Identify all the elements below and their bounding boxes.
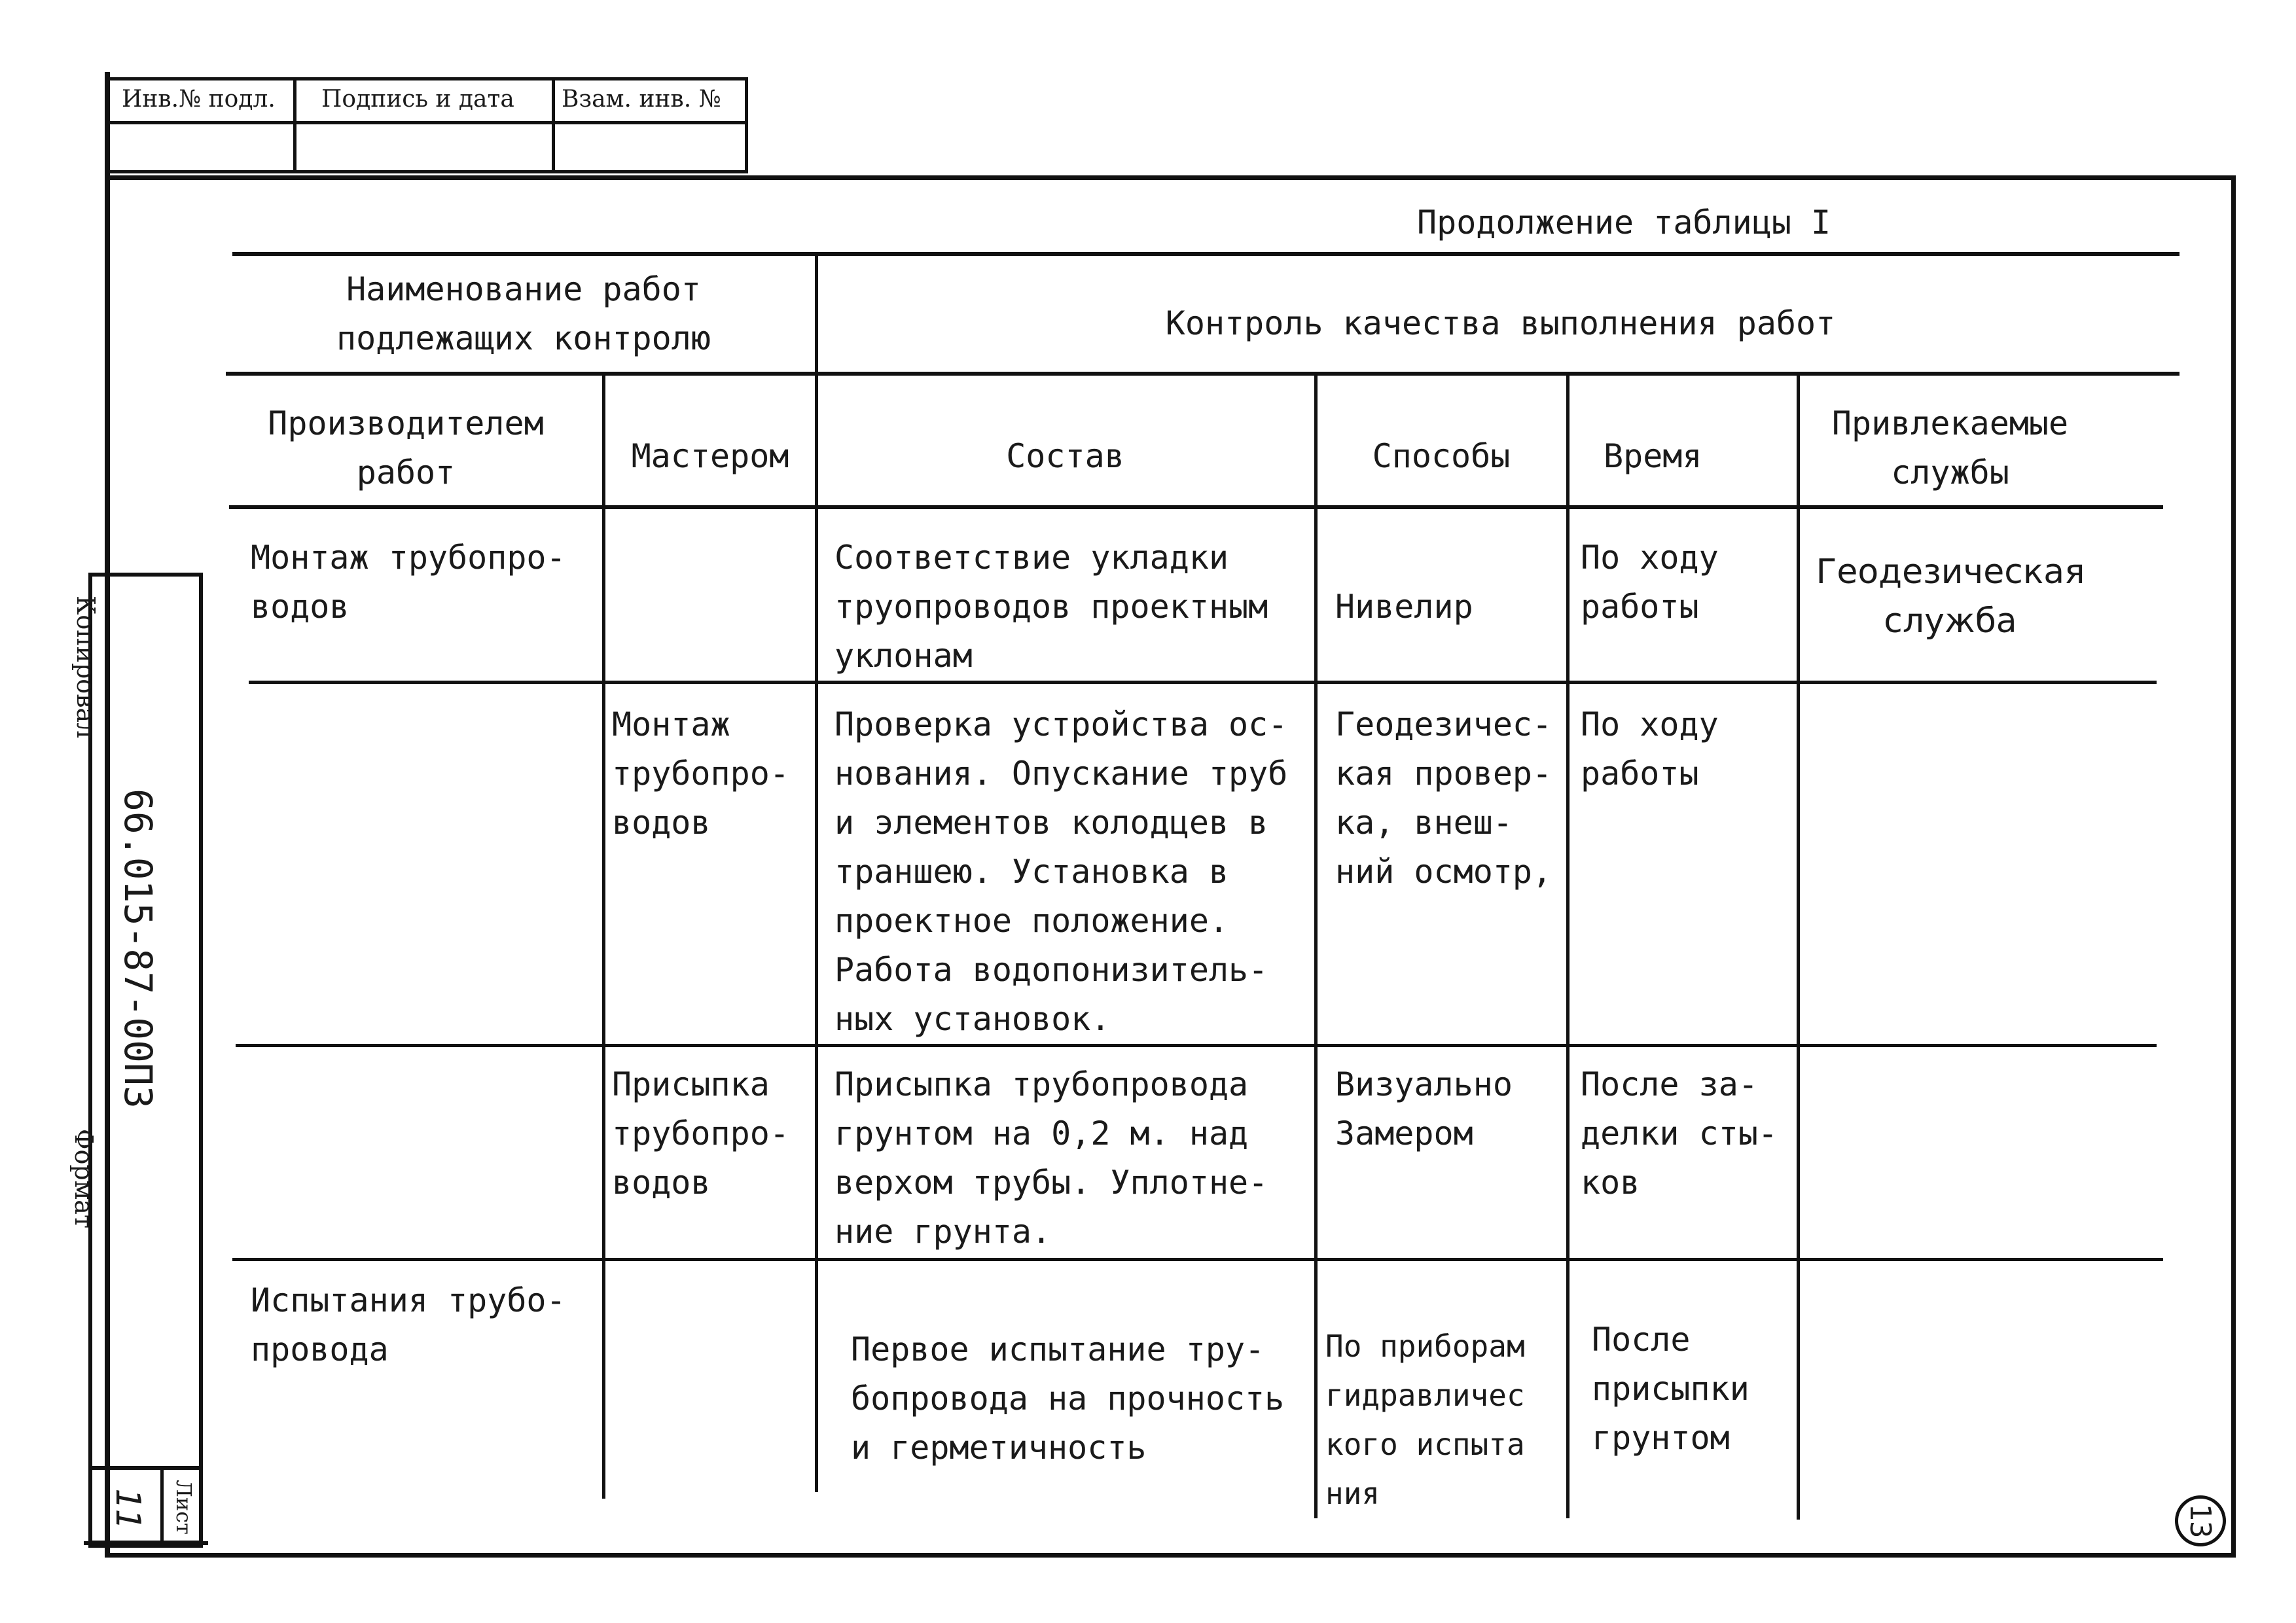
side-bottom-line: [84, 1541, 208, 1545]
column-header-master: Мастером: [631, 437, 789, 475]
row-1-composition: Соответствие укладки труопроводов проектным уклонам: [834, 539, 1268, 675]
row-4-time: После присыпки грунтом: [1592, 1321, 1749, 1457]
row-2-composition: Проверка устройства ос- нования. Опускание труб и элементов колодцев в траншею. Установка в проектное положение. Работа водопонизитель- ных установок.: [834, 705, 1288, 1038]
row-3-time: После за- делки сты- ков: [1581, 1065, 1778, 1202]
row-1-bottom-line: [249, 681, 2157, 684]
header-group-left: Наименование работ подлежащих контролю: [336, 270, 711, 357]
stamp-signature-date-value: [293, 121, 555, 173]
stamp-signature-date-label: Подпись и дата: [321, 86, 514, 113]
stamp-replace-inv-cell: [552, 77, 748, 124]
row-3-master: Присыпка трубопро- водов: [612, 1065, 789, 1202]
stamp-signature-date-cell: [293, 77, 555, 124]
stamp-inv-no-label: Инв.№ подл.: [122, 86, 276, 113]
header-group-line: [226, 372, 2179, 376]
row-2-bottom-line: [236, 1044, 2157, 1047]
table-caption: Продолжение таблицы I: [1417, 204, 1831, 241]
side-format-label: Формат: [69, 1129, 98, 1228]
stamp-inv-no-value: [107, 121, 296, 173]
header-columns-line: [229, 505, 2163, 509]
column-header-producer: Производителем работ: [268, 404, 544, 491]
stamp-replace-inv-label: Взам. инв. №: [562, 86, 721, 113]
row-4-producer: Испытания трубо- провода: [251, 1281, 566, 1368]
row-2-time: По ходу работы: [1581, 705, 1719, 793]
col-divider-1: [602, 374, 605, 1499]
side-sheet-number: 11: [108, 1488, 147, 1529]
page-number-circle: [2175, 1495, 2226, 1546]
column-header-services: Привлекаемые службы: [1831, 404, 2069, 491]
row-3-methods: Визуально Замером: [1335, 1065, 1513, 1152]
col-divider-4: [1566, 374, 1570, 1518]
row-2-master: Монтаж трубопро- водов: [612, 705, 789, 842]
row-1-producer: Монтаж трубопро- водов: [251, 539, 566, 626]
column-header-time: Время: [1604, 437, 1702, 475]
page-number: 13: [2183, 1503, 2217, 1539]
side-copied-label: Копировал: [71, 596, 100, 739]
row-1-time: По ходу работы: [1581, 539, 1719, 626]
side-doc-code: 66.015-87-00П3: [116, 789, 160, 1109]
frame-left-upper: [105, 72, 110, 183]
col-divider-3: [1314, 374, 1318, 1518]
row-4-methods: По приборам гидравличес кого испыта ния: [1325, 1329, 1525, 1511]
stamp-replace-inv-value: [552, 121, 748, 173]
col-divider-5: [1797, 374, 1800, 1520]
table-top-line: [232, 252, 2179, 256]
column-header-composition: Состав: [1006, 437, 1124, 475]
side-sheet-label: Лист: [171, 1480, 196, 1535]
stamp-inv-no-cell: [107, 77, 296, 124]
row-1-methods: Нивелир: [1335, 588, 1473, 626]
row-3-bottom-line: [232, 1258, 2163, 1261]
row-2-methods: Геодезичес- кая провер- ка, внеш- ний осмотр,: [1335, 705, 1552, 891]
column-header-methods: Способы: [1372, 437, 1511, 475]
row-3-composition: Присыпка трубопровода грунтом на 0,2 м. над верхом трубы. Уплотне- ние грунта.: [834, 1065, 1268, 1251]
row-1-services: Геодезическая служба: [1816, 552, 2085, 641]
header-group-right: Контроль качества выполнения работ: [1165, 304, 1836, 342]
row-4-composition: Первое испытание тру- бопровода на прочность и герметичность: [851, 1330, 1285, 1467]
